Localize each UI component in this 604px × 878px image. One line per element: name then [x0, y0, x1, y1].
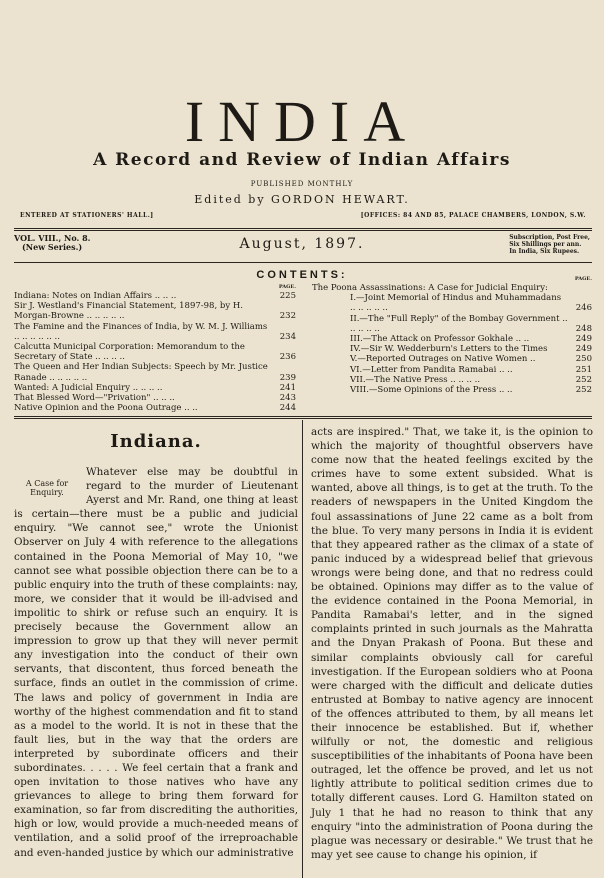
toc-entry: IV.—Sir W. Wedderburn's Letters to the Times 249	[350, 344, 592, 355]
rule-top-2	[14, 230, 592, 231]
toc-entry: III.—The Attack on Professor Gokhale .. .. 249	[350, 334, 592, 345]
editor-line: Edited by GORDON HEWART.	[194, 193, 410, 206]
rule-bottom	[14, 416, 592, 417]
sub-line-1: Subscription, Post Free,	[509, 234, 590, 241]
masthead-subtitle: A Record and Review of Indian Affairs	[93, 150, 511, 170]
toc-section-head: The Poona Assassinations: A Case for Judicial Enquiry:	[312, 283, 548, 293]
article-left-column	[14, 425, 298, 860]
toc-entry: VIII.—Some Opinions of the Press .. .. 252	[350, 385, 592, 396]
sidenote: A Case for Enquiry.	[25, 479, 69, 497]
toc-entry: The Famine and the Finances of India, by W. M. J. Williams .. .. .. .. .. .. 234	[14, 321, 296, 342]
offices-note: [OFFICES: 84 AND 85, PALACE CHAMBERS, LONDON, S.W.	[360, 212, 586, 219]
contents-right	[312, 276, 592, 396]
toc-entry: I.—Joint Memorial of Hindus and Muhammadans .. .. .. .. .. 246	[350, 293, 592, 314]
article-text-left: Whatever else may be doubtful in regard to the murder of Lieutenant Ayerst and Mr. Rand, one thing at least is certain—there must be a public and judicial enquiry. "We cannot see," wrote the Unionist Observer on July 4 with reference to the allegations contained in the Poona Memorial of May 10, "we cannot see what possible objection there can be to a public enquiry into the truth of these complaints: nay, more, we consider that it would be ill-advised and impolitic to shirk or refuse such an enquiry. It is precisely because the Government allow an impression to grow up that they will never permit any investigation into the conduct of their own servants, that discontent, thus forced beneath the surface, finds an outlet in the commission of crime. The laws and policy of government in India are worthy of the highest commendation and fit to stand as a model to the world. It is not in these that the fault lies, but in the way that the orders are interpreted by subordinate officers and their subordinates. . . . . We feel certain that a frank and open invitation to those natives who have any grievances to allege to bring them forward for examination, so far from discrediting the authorities, high or low, would provide a much-needed means of ventilation, and a solid proof of the irreproachable and even-handed justice by which our administrative	[14, 466, 298, 859]
entered-note: ENTERED AT STATIONERS' HALL.]	[20, 212, 154, 219]
article-text-right: acts are inspired." That, we take it, is the opinion to which the majority of thoughtful observers have come now that the heated feelings excited by the crimes have to some extent subsided. What is wanted, above all things, is to get at the truth. To the readers of newspapers in the United Kingdom the foul assassinations of June 22 came as a bolt from the blue. To very many persons in India it is evident that they appeared rather as the climax of a state of panic induced by a widespread belief that grievous wrongs were being done, and that no redress could be obtained. Opinions may differ as to the value of the evidence contained in the Poona Memorial, in Pandita Ramabai's letter, and in the signed complaints printed in such journals as the Mahratta and the Dnyan Prakash of Poona. But these and similar complaints obviously call for careful investigation. If the European soldiers who at Poona were charged with the difficult and delicate duties entrusted at Bombay to native agency are innocent of the offences attributed to them, by all means let their innocence be established. But if, whether wilfully or not, the domestic and religious susceptibilities of the inhabitants of Poona have been outraged, let the offence be proved, and let us not lightly attribute to political sedition crimes due to totally different causes. Lord G. Hamilton stated on July 1 that he had no reason to think that any enquiry "into the administration of Poona during the plague was necessary or desirable." We trust that he may yet see cause to change his opinion, if	[311, 426, 593, 861]
toc-entry: Wanted: A Judicial Enquiry .. .. .. .. 241	[14, 382, 296, 393]
toc-entry: That Blessed Word—"Privation" .. .. .. 243	[14, 393, 296, 404]
toc-entry: VI.—Letter from Pandita Ramabai .. .. 251	[350, 364, 592, 375]
toc-entry: Sir J. Westland's Financial Statement, 1897-98, by H. Morgan-Browne .. .. .. .. .. 232	[14, 301, 296, 322]
toc-entry: The Queen and Her Indian Subjects: Speech by Mr. Justice Ranade .. .. .. .. .. 239	[14, 362, 296, 383]
published-line: PUBLISHED MONTHLY	[250, 180, 354, 188]
registration-row	[20, 212, 586, 224]
issue-date: August, 1897.	[239, 236, 365, 252]
rule-mid	[14, 262, 592, 263]
toc-entry: VII.—The Native Press .. .. .. .. 252	[350, 374, 592, 385]
contents-heading: CONTENTS:	[256, 269, 348, 281]
article-right-column	[311, 425, 593, 862]
page-label-left: PAGE.	[278, 284, 296, 290]
toc-entry: Indiana: Notes on Indian Affairs .. .. .. 225	[14, 291, 296, 301]
column-divider	[302, 420, 303, 878]
toc-entry: Native Opinion and the Poona Outrage .. .. 244	[14, 403, 296, 414]
article-heading: Indiana.	[110, 431, 202, 452]
series-note: (New Series.)	[22, 242, 83, 252]
subscription-info	[509, 234, 590, 255]
toc-entry: Calcutta Municipal Corporation: Memorandum to the Secretary of State .. .. .. .. 236	[14, 342, 296, 363]
page-label-right: PAGE.	[574, 276, 592, 282]
masthead-title: INDIA	[184, 89, 420, 154]
contents-left	[14, 283, 296, 413]
volume-number: VOL. VIII., No. 8.	[14, 233, 91, 243]
toc-entry: II.—The "Full Reply" of the Bombay Government .. .. .. .. .. 248	[350, 313, 592, 334]
sub-line-2: Six Shillings per ann.	[509, 241, 582, 248]
toc-entry: V.—Reported Outrages on Native Women .. 250	[350, 354, 592, 365]
rule-top	[14, 228, 592, 229]
rule-bottom-2	[14, 418, 592, 419]
sub-line-3: In India, Six Rupees.	[509, 248, 580, 255]
